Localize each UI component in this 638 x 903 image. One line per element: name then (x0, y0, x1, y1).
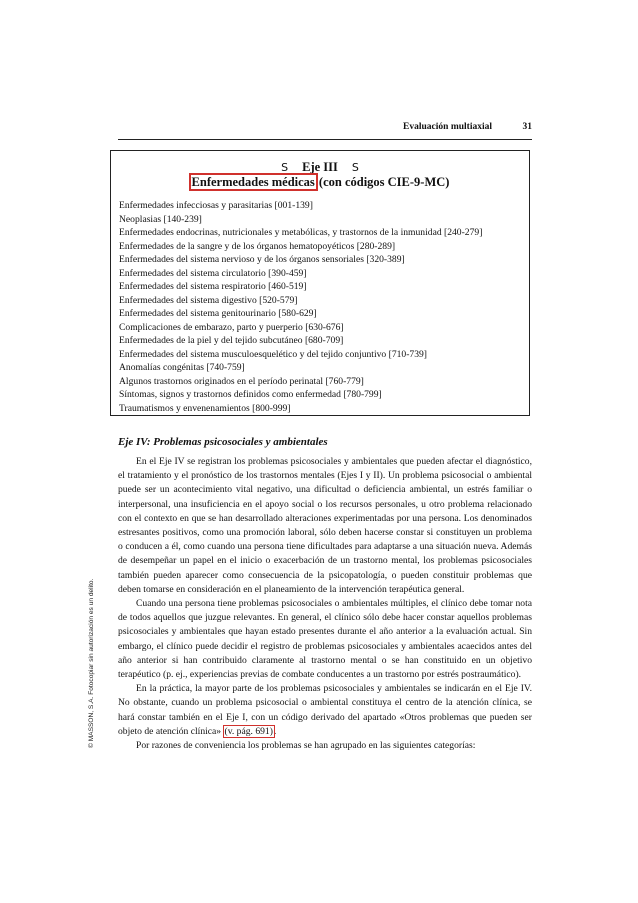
list-item: Enfermedades del sistema circulatorio [390-459] (119, 267, 307, 279)
list-item: Enfermedades del sistema genitourinario [580-629] (119, 308, 317, 319)
highlighted-subtitle: Enfermedades médicas (191, 175, 315, 189)
list-item: Enfermedades del sistema nervioso y de los órganos sensoriales [320-389] (119, 254, 405, 265)
paragraph-3-end: . (273, 725, 277, 737)
page-reference-link[interactable]: (v. pág. 691) (224, 725, 273, 737)
list-item: Enfermedades de la sangre y de los órganos hematopoyéticos [280-289] (119, 240, 396, 252)
subtitle-rest: (con códigos CIE-9-MC) (315, 175, 450, 189)
list-item: Enfermedades del sistema digestivo [520-579] (119, 294, 298, 306)
section-mark-right: S (351, 161, 359, 174)
paragraph-3 (118, 682, 532, 739)
list-item: Anomalías congénitas [740-759] (119, 362, 245, 373)
copyright-margin-note: © MASSON, S.A. Fotocopiar sin autorización es un delito. (88, 578, 95, 748)
page-number: 31 (522, 122, 532, 132)
body-text (118, 455, 532, 753)
list-item: Algunos trastornos originados en el período perinatal [760-779] (119, 375, 364, 387)
list-item: Complicaciones de embarazo, parto y puerperio [630-676] (119, 321, 344, 333)
section-mark-left: S (281, 161, 289, 174)
running-header (118, 122, 532, 136)
paragraph-1: En el Eje IV se registran los problemas psicosociales y ambientales que pueden afectar el diagnóstico, el tratamiento y el pronóstico de los trastornos mentales (Ejes I y II). Un problema psicosocial o ambiental puede ser un acontecimiento vital negativo, una dificultad o deficiencia ambiental, un estrés familiar o interpersonal, una insuficiencia en el apoyo social o los recursos personales, u otro problema relacionado con el contexto en que se han desarrollado alteraciones experimentadas por una persona. Los denominados estresantes positivos, como una promoción laboral, sólo deben hacerse constar si constituyen un problema o conducen a él, como cuando una persona tiene dificultades para adaptarse a una situación nueva. Además de desempeñar un papel en el inicio o exacerbación de un trastorno mental, los problemas psicosociales también pueden aparecer como consecuencia de la psicopatología, o pueden constituir problemas que deben tomarse en consideración en el planeamiento de la intervención terapéutica general. (118, 456, 532, 595)
list-item: Enfermedades endocrinas, nutricionales y metabólicas, y trastornos de la inmunidad [240-279] (119, 227, 483, 238)
header-rule (118, 139, 532, 140)
paragraph-4: Por razones de conveniencia los problemas se han agrupado en las siguientes categorías: (136, 740, 476, 752)
list-item: Síntomas, signos y trastornos definidos como enfermedad [780-799] (119, 389, 382, 400)
list-item: Traumatismos y envenenamientos [800-999] (119, 402, 291, 414)
list-item: Enfermedades del sistema musculoesquelético y del tejido conjuntivo [710-739] (119, 348, 427, 360)
section-heading: Eje IV: Problemas psicosociales y ambientales (118, 436, 328, 448)
header-title: Evaluación multiaxial (403, 122, 492, 132)
paragraph-2: Cuando una persona tiene problemas psicosociales o ambientales múltiples, el clínico debe tomar nota de todos aquellos que juzgue relevantes. En general, el clínico sólo debe hacer constar aquellos problemas psicosociales y ambientales que hayan estado presentes durante el año anterior a la evaluación actual. Sin embargo, el clínico puede decidir el registro de problemas psicosociales y ambientales acaecidos antes del año anterior si han contribuido claramente al trastorno mental o se han constituido en un objetivo terapéutico (p. ej., experiencias previas de combate conducentes a un trastorno por estrés postraumático). (118, 598, 532, 681)
list-item: Enfermedades del sistema respiratorio [460-519] (119, 281, 307, 292)
list-item: Enfermedades infecciosas y parasitarias [001-139] (119, 200, 313, 211)
paragraph-3-text: En la práctica, la mayor parte de los problemas psicosociales y ambientales se indicarán en el Eje IV. No obstante, cuando un problema psicosocial o ambiental constituya el centro de la atención clínica, se hará constar también en el Eje I, con un código derivado del apartado «Otros problemas que pueden ser objeto de atención clínica» (118, 683, 532, 737)
box-subtitle (111, 175, 529, 190)
list-item: Enfermedades de la piel y del tejido subcutáneo [680-709] (119, 335, 344, 346)
box-title-text: Eje III (302, 160, 338, 174)
list-item: Neoplasias [140-239] (119, 213, 202, 225)
box-title (111, 160, 529, 175)
disease-category-list (119, 199, 521, 415)
axis-iii-box (110, 150, 530, 416)
